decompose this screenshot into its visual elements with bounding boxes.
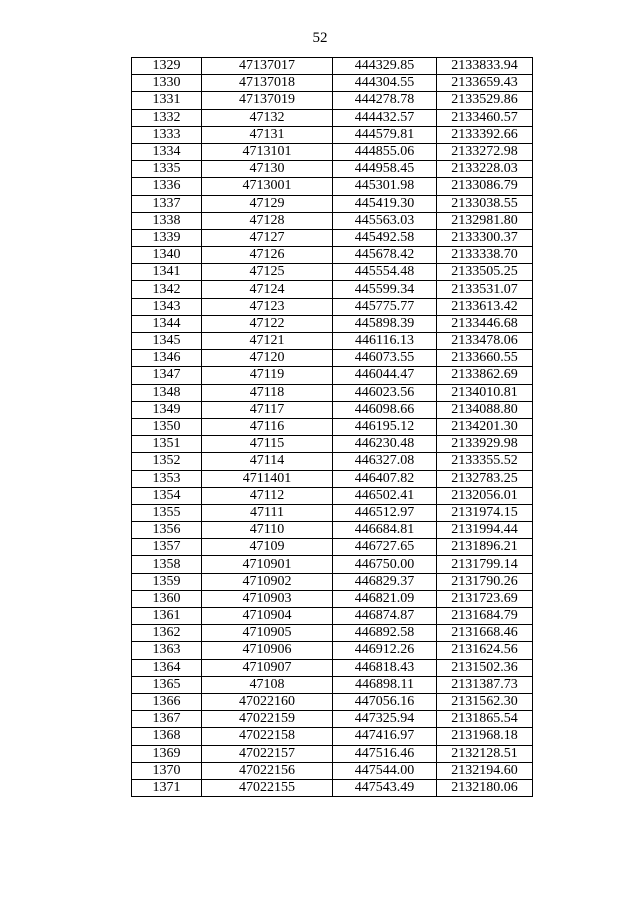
y-coordinate-cell: 2133505.25 bbox=[437, 264, 533, 281]
row-number-cell: 1348 bbox=[132, 384, 202, 401]
y-coordinate-cell: 2131799.14 bbox=[437, 556, 533, 573]
y-coordinate-cell: 2132783.25 bbox=[437, 470, 533, 487]
y-coordinate-cell: 2132180.06 bbox=[437, 779, 533, 796]
y-coordinate-cell: 2131387.73 bbox=[437, 676, 533, 693]
x-coordinate-cell: 446502.41 bbox=[333, 487, 437, 504]
table-row bbox=[132, 367, 533, 384]
point-id-cell: 47117 bbox=[202, 401, 333, 418]
row-number-cell: 1339 bbox=[132, 229, 202, 246]
table-row bbox=[132, 504, 533, 521]
point-id-cell: 47129 bbox=[202, 195, 333, 212]
row-number-cell: 1346 bbox=[132, 350, 202, 367]
row-number-cell: 1370 bbox=[132, 762, 202, 779]
point-id-cell: 47120 bbox=[202, 350, 333, 367]
x-coordinate-cell: 446230.48 bbox=[333, 436, 437, 453]
x-coordinate-cell: 446195.12 bbox=[333, 418, 437, 435]
row-number-cell: 1351 bbox=[132, 436, 202, 453]
point-id-cell: 4710901 bbox=[202, 556, 333, 573]
row-number-cell: 1329 bbox=[132, 58, 202, 75]
row-number-cell: 1354 bbox=[132, 487, 202, 504]
x-coordinate-cell: 445419.30 bbox=[333, 195, 437, 212]
row-number-cell: 1330 bbox=[132, 75, 202, 92]
y-coordinate-cell: 2133038.55 bbox=[437, 195, 533, 212]
point-id-cell: 47119 bbox=[202, 367, 333, 384]
coordinates-table bbox=[131, 57, 533, 797]
x-coordinate-cell: 447543.49 bbox=[333, 779, 437, 796]
row-number-cell: 1366 bbox=[132, 693, 202, 710]
x-coordinate-cell: 446098.66 bbox=[333, 401, 437, 418]
table-row bbox=[132, 281, 533, 298]
table-row bbox=[132, 264, 533, 281]
table-row bbox=[132, 539, 533, 556]
table-row bbox=[132, 109, 533, 126]
x-coordinate-cell: 444855.06 bbox=[333, 143, 437, 160]
row-number-cell: 1357 bbox=[132, 539, 202, 556]
point-id-cell: 47124 bbox=[202, 281, 333, 298]
x-coordinate-cell: 445554.48 bbox=[333, 264, 437, 281]
y-coordinate-cell: 2133478.06 bbox=[437, 333, 533, 350]
y-coordinate-cell: 2131865.54 bbox=[437, 711, 533, 728]
table-body bbox=[132, 58, 533, 797]
x-coordinate-cell: 444579.81 bbox=[333, 126, 437, 143]
y-coordinate-cell: 2133300.37 bbox=[437, 229, 533, 246]
y-coordinate-cell: 2131994.44 bbox=[437, 522, 533, 539]
row-number-cell: 1331 bbox=[132, 92, 202, 109]
point-id-cell: 47122 bbox=[202, 315, 333, 332]
table-row bbox=[132, 487, 533, 504]
row-number-cell: 1333 bbox=[132, 126, 202, 143]
y-coordinate-cell: 2132056.01 bbox=[437, 487, 533, 504]
table-row bbox=[132, 436, 533, 453]
point-id-cell: 47123 bbox=[202, 298, 333, 315]
point-id-cell: 4710903 bbox=[202, 590, 333, 607]
point-id-cell: 47022157 bbox=[202, 745, 333, 762]
table-row bbox=[132, 745, 533, 762]
table-row bbox=[132, 711, 533, 728]
y-coordinate-cell: 2131790.26 bbox=[437, 573, 533, 590]
table-row bbox=[132, 762, 533, 779]
x-coordinate-cell: 444304.55 bbox=[333, 75, 437, 92]
y-coordinate-cell: 2132128.51 bbox=[437, 745, 533, 762]
point-id-cell: 47116 bbox=[202, 418, 333, 435]
row-number-cell: 1360 bbox=[132, 590, 202, 607]
x-coordinate-cell: 445492.58 bbox=[333, 229, 437, 246]
row-number-cell: 1371 bbox=[132, 779, 202, 796]
x-coordinate-cell: 446750.00 bbox=[333, 556, 437, 573]
row-number-cell: 1338 bbox=[132, 212, 202, 229]
x-coordinate-cell: 447325.94 bbox=[333, 711, 437, 728]
x-coordinate-cell: 447056.16 bbox=[333, 693, 437, 710]
point-id-cell: 47110 bbox=[202, 522, 333, 539]
table-row bbox=[132, 453, 533, 470]
table-row bbox=[132, 315, 533, 332]
row-number-cell: 1340 bbox=[132, 247, 202, 264]
row-number-cell: 1349 bbox=[132, 401, 202, 418]
y-coordinate-cell: 2133355.52 bbox=[437, 453, 533, 470]
table-row bbox=[132, 693, 533, 710]
row-number-cell: 1350 bbox=[132, 418, 202, 435]
y-coordinate-cell: 2132194.60 bbox=[437, 762, 533, 779]
table-row bbox=[132, 608, 533, 625]
x-coordinate-cell: 447416.97 bbox=[333, 728, 437, 745]
row-number-cell: 1364 bbox=[132, 659, 202, 676]
x-coordinate-cell: 446684.81 bbox=[333, 522, 437, 539]
y-coordinate-cell: 2133613.42 bbox=[437, 298, 533, 315]
x-coordinate-cell: 444958.45 bbox=[333, 161, 437, 178]
y-coordinate-cell: 2132981.80 bbox=[437, 212, 533, 229]
y-coordinate-cell: 2133660.55 bbox=[437, 350, 533, 367]
point-id-cell: 4711401 bbox=[202, 470, 333, 487]
point-id-cell: 4710906 bbox=[202, 642, 333, 659]
x-coordinate-cell: 446898.11 bbox=[333, 676, 437, 693]
row-number-cell: 1365 bbox=[132, 676, 202, 693]
row-number-cell: 1358 bbox=[132, 556, 202, 573]
row-number-cell: 1345 bbox=[132, 333, 202, 350]
x-coordinate-cell: 446023.56 bbox=[333, 384, 437, 401]
y-coordinate-cell: 2131668.46 bbox=[437, 625, 533, 642]
x-coordinate-cell: 446912.26 bbox=[333, 642, 437, 659]
y-coordinate-cell: 2133086.79 bbox=[437, 178, 533, 195]
row-number-cell: 1342 bbox=[132, 281, 202, 298]
row-number-cell: 1367 bbox=[132, 711, 202, 728]
point-id-cell: 47118 bbox=[202, 384, 333, 401]
point-id-cell: 47115 bbox=[202, 436, 333, 453]
y-coordinate-cell: 2131502.36 bbox=[437, 659, 533, 676]
y-coordinate-cell: 2131968.18 bbox=[437, 728, 533, 745]
x-coordinate-cell: 445563.03 bbox=[333, 212, 437, 229]
y-coordinate-cell: 2134010.81 bbox=[437, 384, 533, 401]
x-coordinate-cell: 446821.09 bbox=[333, 590, 437, 607]
y-coordinate-cell: 2133338.70 bbox=[437, 247, 533, 264]
table-row bbox=[132, 573, 533, 590]
table-row bbox=[132, 350, 533, 367]
row-number-cell: 1335 bbox=[132, 161, 202, 178]
point-id-cell: 47022160 bbox=[202, 693, 333, 710]
table-row bbox=[132, 195, 533, 212]
x-coordinate-cell: 446727.65 bbox=[333, 539, 437, 556]
point-id-cell: 4710907 bbox=[202, 659, 333, 676]
point-id-cell: 4710905 bbox=[202, 625, 333, 642]
x-coordinate-cell: 446044.47 bbox=[333, 367, 437, 384]
x-coordinate-cell: 446829.37 bbox=[333, 573, 437, 590]
table-row bbox=[132, 126, 533, 143]
table-row bbox=[132, 247, 533, 264]
page-number: 52 bbox=[312, 30, 328, 46]
point-id-cell: 47022158 bbox=[202, 728, 333, 745]
point-id-cell: 47121 bbox=[202, 333, 333, 350]
table-row bbox=[132, 522, 533, 539]
point-id-cell: 47022156 bbox=[202, 762, 333, 779]
point-id-cell: 47137018 bbox=[202, 75, 333, 92]
x-coordinate-cell: 446512.97 bbox=[333, 504, 437, 521]
y-coordinate-cell: 2131974.15 bbox=[437, 504, 533, 521]
x-coordinate-cell: 446327.08 bbox=[333, 453, 437, 470]
table-row bbox=[132, 384, 533, 401]
x-coordinate-cell: 444432.57 bbox=[333, 109, 437, 126]
table-row bbox=[132, 298, 533, 315]
row-number-cell: 1355 bbox=[132, 504, 202, 521]
point-id-cell: 47125 bbox=[202, 264, 333, 281]
y-coordinate-cell: 2131624.56 bbox=[437, 642, 533, 659]
point-id-cell: 4710902 bbox=[202, 573, 333, 590]
table-row bbox=[132, 676, 533, 693]
x-coordinate-cell: 444329.85 bbox=[333, 58, 437, 75]
row-number-cell: 1341 bbox=[132, 264, 202, 281]
y-coordinate-cell: 2133272.98 bbox=[437, 143, 533, 160]
y-coordinate-cell: 2133446.68 bbox=[437, 315, 533, 332]
x-coordinate-cell: 445301.98 bbox=[333, 178, 437, 195]
table-row bbox=[132, 75, 533, 92]
y-coordinate-cell: 2134201.30 bbox=[437, 418, 533, 435]
point-id-cell: 47130 bbox=[202, 161, 333, 178]
table-row bbox=[132, 229, 533, 246]
y-coordinate-cell: 2133833.94 bbox=[437, 58, 533, 75]
x-coordinate-cell: 446073.55 bbox=[333, 350, 437, 367]
table-row bbox=[132, 212, 533, 229]
table-row bbox=[132, 728, 533, 745]
y-coordinate-cell: 2133659.43 bbox=[437, 75, 533, 92]
x-coordinate-cell: 447516.46 bbox=[333, 745, 437, 762]
row-number-cell: 1368 bbox=[132, 728, 202, 745]
row-number-cell: 1337 bbox=[132, 195, 202, 212]
y-coordinate-cell: 2133531.07 bbox=[437, 281, 533, 298]
row-number-cell: 1363 bbox=[132, 642, 202, 659]
y-coordinate-cell: 2133460.57 bbox=[437, 109, 533, 126]
table-row bbox=[132, 556, 533, 573]
y-coordinate-cell: 2131723.69 bbox=[437, 590, 533, 607]
row-number-cell: 1353 bbox=[132, 470, 202, 487]
row-number-cell: 1362 bbox=[132, 625, 202, 642]
point-id-cell: 47114 bbox=[202, 453, 333, 470]
row-number-cell: 1361 bbox=[132, 608, 202, 625]
point-id-cell: 47137017 bbox=[202, 58, 333, 75]
row-number-cell: 1343 bbox=[132, 298, 202, 315]
x-coordinate-cell: 445775.77 bbox=[333, 298, 437, 315]
x-coordinate-cell: 446892.58 bbox=[333, 625, 437, 642]
y-coordinate-cell: 2134088.80 bbox=[437, 401, 533, 418]
table-row bbox=[132, 625, 533, 642]
point-id-cell: 4713001 bbox=[202, 178, 333, 195]
point-id-cell: 47131 bbox=[202, 126, 333, 143]
x-coordinate-cell: 446874.87 bbox=[333, 608, 437, 625]
point-id-cell: 47127 bbox=[202, 229, 333, 246]
row-number-cell: 1369 bbox=[132, 745, 202, 762]
x-coordinate-cell: 447544.00 bbox=[333, 762, 437, 779]
row-number-cell: 1347 bbox=[132, 367, 202, 384]
row-number-cell: 1334 bbox=[132, 143, 202, 160]
table-row bbox=[132, 143, 533, 160]
row-number-cell: 1352 bbox=[132, 453, 202, 470]
table-row bbox=[132, 779, 533, 796]
y-coordinate-cell: 2131896.21 bbox=[437, 539, 533, 556]
point-id-cell: 47022159 bbox=[202, 711, 333, 728]
table-row bbox=[132, 590, 533, 607]
table-row bbox=[132, 642, 533, 659]
point-id-cell: 47108 bbox=[202, 676, 333, 693]
table-row bbox=[132, 418, 533, 435]
x-coordinate-cell: 445898.39 bbox=[333, 315, 437, 332]
row-number-cell: 1359 bbox=[132, 573, 202, 590]
y-coordinate-cell: 2131562.30 bbox=[437, 693, 533, 710]
point-id-cell: 47132 bbox=[202, 109, 333, 126]
point-id-cell: 4710904 bbox=[202, 608, 333, 625]
row-number-cell: 1344 bbox=[132, 315, 202, 332]
point-id-cell: 47126 bbox=[202, 247, 333, 264]
row-number-cell: 1332 bbox=[132, 109, 202, 126]
row-number-cell: 1356 bbox=[132, 522, 202, 539]
y-coordinate-cell: 2131684.79 bbox=[437, 608, 533, 625]
y-coordinate-cell: 2133228.03 bbox=[437, 161, 533, 178]
table-row bbox=[132, 58, 533, 75]
table-row bbox=[132, 401, 533, 418]
x-coordinate-cell: 445678.42 bbox=[333, 247, 437, 264]
y-coordinate-cell: 2133929.98 bbox=[437, 436, 533, 453]
table-row bbox=[132, 333, 533, 350]
point-id-cell: 4713101 bbox=[202, 143, 333, 160]
x-coordinate-cell: 446818.43 bbox=[333, 659, 437, 676]
point-id-cell: 47109 bbox=[202, 539, 333, 556]
x-coordinate-cell: 444278.78 bbox=[333, 92, 437, 109]
y-coordinate-cell: 2133392.66 bbox=[437, 126, 533, 143]
table-row bbox=[132, 161, 533, 178]
point-id-cell: 47022155 bbox=[202, 779, 333, 796]
table-row bbox=[132, 470, 533, 487]
table-row bbox=[132, 178, 533, 195]
point-id-cell: 47111 bbox=[202, 504, 333, 521]
point-id-cell: 47112 bbox=[202, 487, 333, 504]
x-coordinate-cell: 446407.82 bbox=[333, 470, 437, 487]
y-coordinate-cell: 2133529.86 bbox=[437, 92, 533, 109]
x-coordinate-cell: 446116.13 bbox=[333, 333, 437, 350]
x-coordinate-cell: 445599.34 bbox=[333, 281, 437, 298]
row-number-cell: 1336 bbox=[132, 178, 202, 195]
table-row bbox=[132, 92, 533, 109]
point-id-cell: 47128 bbox=[202, 212, 333, 229]
table-row bbox=[132, 659, 533, 676]
point-id-cell: 47137019 bbox=[202, 92, 333, 109]
y-coordinate-cell: 2133862.69 bbox=[437, 367, 533, 384]
